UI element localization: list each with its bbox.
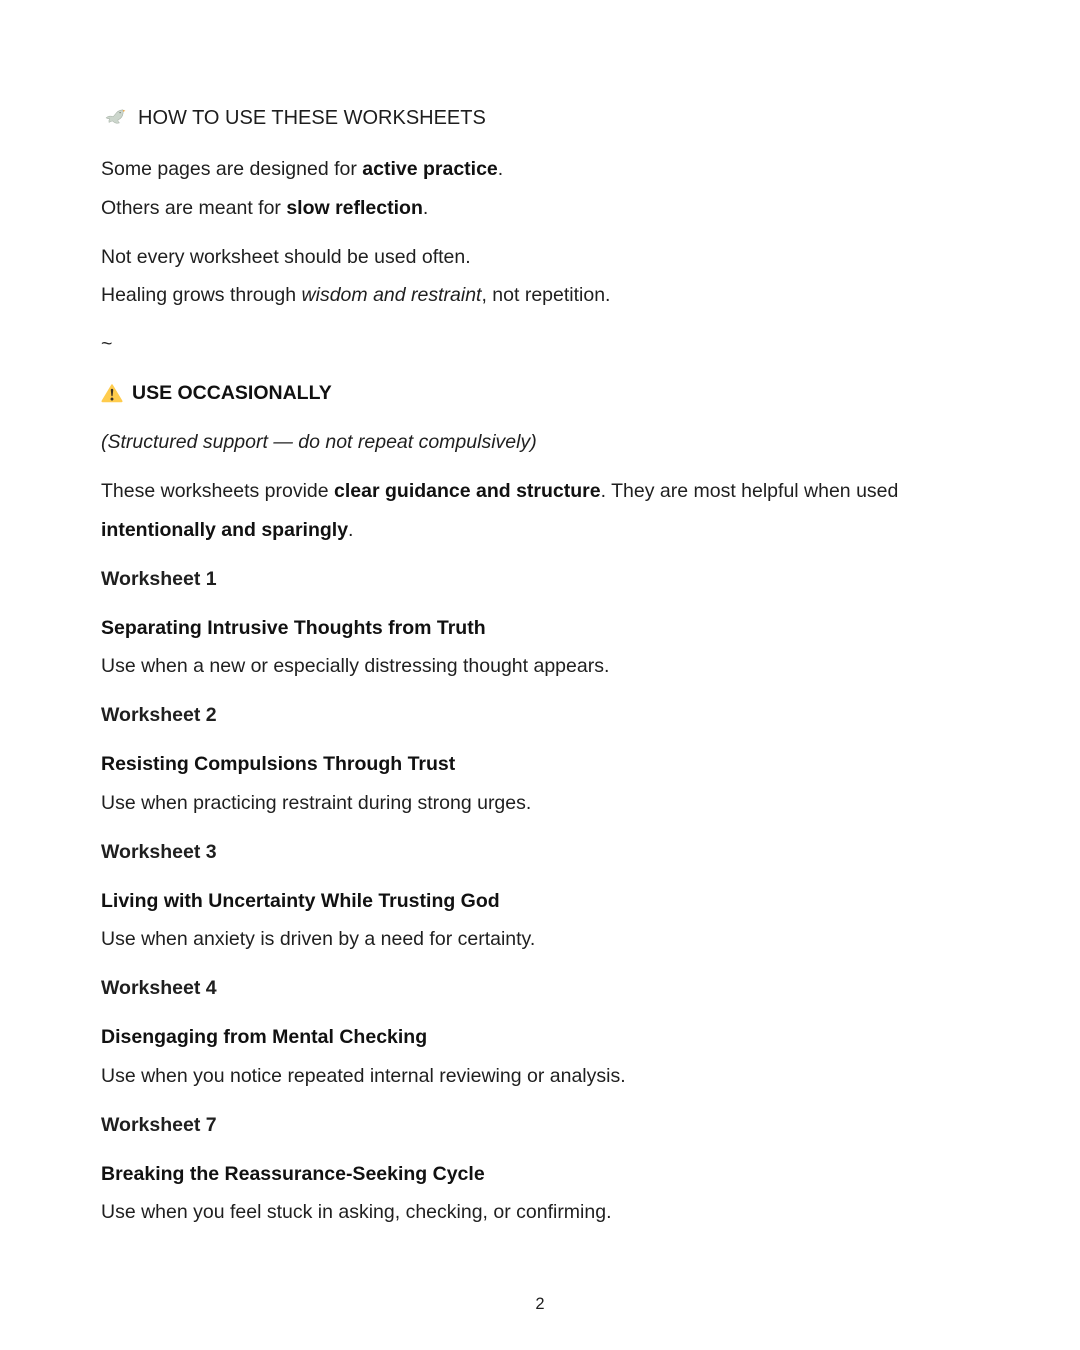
worksheet-usage: Use when practicing restraint during strong urges. bbox=[101, 791, 532, 814]
worksheet-body bbox=[101, 882, 968, 959]
intro-p1-text-2: . bbox=[497, 158, 504, 180]
intro-p1-text-4: . bbox=[422, 196, 429, 219]
intro-p2-italic: wisdom and restraint bbox=[301, 284, 482, 306]
worksheet-title: Disengaging from Mental Checking bbox=[101, 1026, 428, 1048]
tilde-divider: ~ bbox=[101, 333, 113, 355]
worksheet-title: Living with Uncertainty While Trusting God bbox=[101, 889, 500, 912]
intro-p1-bold-1: active practice bbox=[362, 158, 498, 180]
desc-text-1: These worksheets provide bbox=[101, 480, 335, 502]
section-heading-text: USE OCCASIONALLY bbox=[132, 382, 332, 404]
worksheet-label: Worksheet 3 bbox=[101, 840, 217, 863]
desc-text-2: . They are most helpful when used bbox=[600, 480, 899, 502]
intro-paragraph-2 bbox=[101, 238, 968, 315]
desc-bold-2: intentionally and sparingly bbox=[101, 518, 349, 541]
worksheet-title: Separating Intrusive Thoughts from Truth bbox=[101, 616, 486, 639]
intro-p1-text-1: Some pages are designed for bbox=[101, 158, 363, 180]
dove-icon bbox=[101, 106, 126, 131]
intro-paragraph-1 bbox=[101, 150, 968, 227]
page-title-text: HOW TO USE THESE WORKSHEETS bbox=[138, 107, 486, 129]
section-heading bbox=[101, 374, 968, 413]
worksheet-label: Worksheet 7 bbox=[101, 1113, 217, 1136]
worksheet-entry bbox=[101, 696, 968, 822]
page-title bbox=[101, 102, 968, 134]
worksheet-usage: Use when you notice repeated internal reviewing or analysis. bbox=[101, 1064, 626, 1087]
warning-icon bbox=[101, 383, 123, 405]
intro-p2-text-1: Not every worksheet should be used often. bbox=[101, 245, 471, 268]
worksheet-label: Worksheet 4 bbox=[101, 977, 217, 999]
worksheet-label: Worksheet 2 bbox=[101, 704, 217, 726]
intro-p1-text-3: Others are meant for bbox=[101, 196, 287, 219]
intro-p1-bold-2: slow reflection bbox=[286, 196, 423, 219]
worksheet-usage: Use when a new or especially distressing thought appears. bbox=[101, 655, 610, 677]
intro-p2-text-3: , not repetition. bbox=[481, 284, 611, 306]
worksheet-body bbox=[101, 1155, 968, 1232]
section-subtitle: (Structured support — do not repeat compulsively) bbox=[101, 431, 537, 453]
desc-bold-1: clear guidance and structure bbox=[334, 480, 601, 502]
page-number: 2 bbox=[535, 1295, 545, 1313]
intro-p2-text-2: Healing grows through bbox=[101, 284, 302, 306]
worksheet-entry bbox=[101, 1106, 968, 1232]
worksheet-usage: Use when anxiety is driven by a need for certainty. bbox=[101, 928, 536, 950]
worksheet-body bbox=[101, 609, 968, 686]
worksheet-label: Worksheet 1 bbox=[101, 567, 217, 590]
worksheet-body bbox=[101, 1018, 968, 1095]
desc-text-3: . bbox=[348, 518, 354, 541]
worksheet-title: Resisting Compulsions Through Trust bbox=[101, 753, 456, 775]
worksheet-entry bbox=[101, 969, 968, 1095]
worksheet-body bbox=[101, 745, 968, 822]
worksheet-usage: Use when you feel stuck in asking, checking, or confirming. bbox=[101, 1201, 612, 1223]
worksheet-title: Breaking the Reassurance-Seeking Cycle bbox=[101, 1162, 485, 1185]
worksheet-entry bbox=[101, 560, 968, 686]
section-description bbox=[101, 472, 968, 549]
worksheet-entry bbox=[101, 833, 968, 959]
